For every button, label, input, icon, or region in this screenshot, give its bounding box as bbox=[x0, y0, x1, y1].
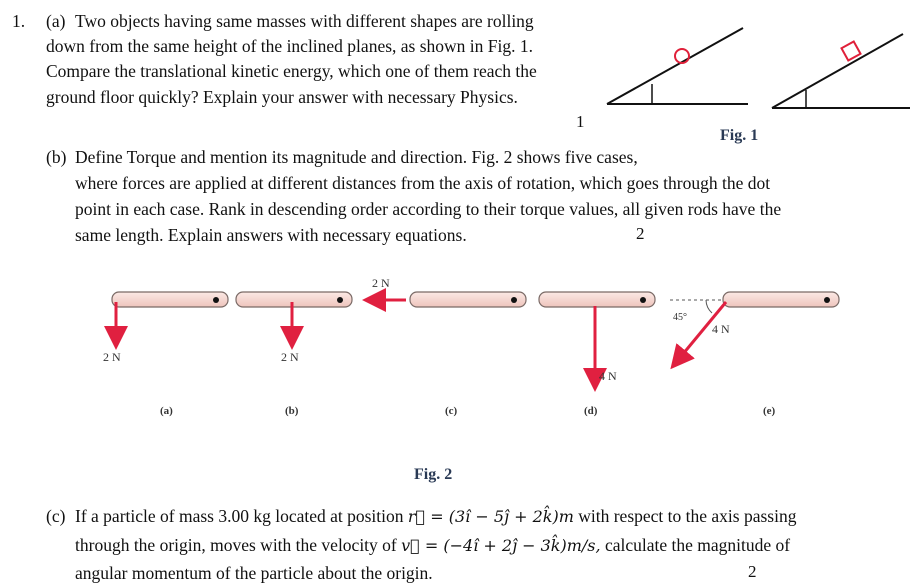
case-e-force-label: 4 N bbox=[712, 322, 730, 336]
position-vector: r⃗ = (3î − 5ĵ + 2k̂)m bbox=[407, 507, 574, 526]
case-c bbox=[374, 292, 526, 307]
case-c-force-label: 2 N bbox=[372, 276, 390, 290]
incline-with-square bbox=[772, 34, 910, 108]
rolling-circle-object bbox=[675, 49, 689, 63]
part-c-line-2 bbox=[75, 534, 790, 557]
case-b-label: (b) bbox=[285, 405, 299, 417]
case-a-label: (a) bbox=[160, 405, 173, 417]
part-a-line-4: ground floor quickly? Explain your answer with necessary Physics. bbox=[46, 87, 518, 107]
axis-dot bbox=[824, 297, 830, 303]
case-e-label: (e) bbox=[763, 405, 776, 417]
case-a bbox=[112, 292, 228, 338]
part-a-line-2: down from the same height of the inclined planes, as shown in Fig. 1. bbox=[46, 36, 534, 56]
rod bbox=[723, 292, 839, 307]
part-c-line-1-tail: with respect to the axis passing bbox=[578, 506, 797, 526]
part-b-label: (b) bbox=[46, 147, 67, 167]
case-d-force-label: 4 N bbox=[599, 369, 617, 383]
case-d-label: (d) bbox=[584, 405, 598, 417]
fig-1-caption: Fig. 1 bbox=[720, 127, 759, 144]
part-b-line-2: where forces are applied at different distances from the axis of rotation, which goes through the dot bbox=[75, 173, 771, 193]
question-number: 1. bbox=[12, 11, 26, 31]
fig-2-torque-cases bbox=[0, 280, 916, 440]
incline-with-circle bbox=[607, 28, 748, 104]
part-c-line-3: angular momentum of the particle about the origin. bbox=[75, 563, 433, 583]
part-c-line-2-text: through the origin, moves with the velocity of bbox=[75, 535, 397, 555]
angle-arc bbox=[706, 300, 712, 313]
fig-2-caption: Fig. 2 bbox=[414, 466, 453, 483]
case-b bbox=[236, 292, 352, 338]
axis-dot bbox=[213, 297, 219, 303]
case-e-angle-label: 45° bbox=[673, 312, 687, 323]
part-c-line-2-tail: calculate the magnitude of bbox=[604, 535, 791, 555]
fig-1-inclined-planes bbox=[0, 0, 916, 140]
part-b-line-4: same length. Explain answers with necessary equations. bbox=[75, 225, 467, 245]
part-b-marks: 2 bbox=[636, 224, 645, 243]
part-b-line-1: Define Torque and mention its magnitude and direction. Fig. 2 shows five cases, bbox=[75, 147, 638, 167]
case-d bbox=[539, 292, 655, 380]
axis-dot bbox=[337, 297, 343, 303]
rod bbox=[410, 292, 526, 307]
rod bbox=[236, 292, 352, 307]
part-a-label: (a) bbox=[46, 11, 66, 31]
part-c-line-1-text: If a particle of mass 3.00 kg located at position bbox=[75, 506, 404, 526]
axis-dot bbox=[511, 297, 517, 303]
part-a-marks: 1 bbox=[576, 112, 585, 131]
part-c-marks: 2 bbox=[748, 562, 757, 581]
part-c-line-1 bbox=[75, 505, 796, 528]
part-b-line-3: point in each case. Rank in descending order according to their torque values, all given rods have the bbox=[75, 199, 782, 219]
case-b-force-label: 2 N bbox=[281, 350, 299, 364]
case-c-label: (c) bbox=[445, 405, 458, 417]
rolling-square-object bbox=[841, 41, 860, 60]
part-a-line-1: Two objects having same masses with different shapes are rolling bbox=[75, 11, 534, 31]
part-a-line-3: Compare the translational kinetic energy, which one of them reach the bbox=[46, 61, 537, 81]
rod bbox=[112, 292, 228, 307]
rod bbox=[539, 292, 655, 307]
part-c-label: (c) bbox=[46, 506, 66, 526]
case-e bbox=[670, 292, 839, 360]
case-a-force-label: 2 N bbox=[103, 350, 121, 364]
velocity-vector: v⃗ = (−4î + 2ĵ − 3k̂)m/s, bbox=[401, 536, 601, 555]
axis-dot bbox=[640, 297, 646, 303]
